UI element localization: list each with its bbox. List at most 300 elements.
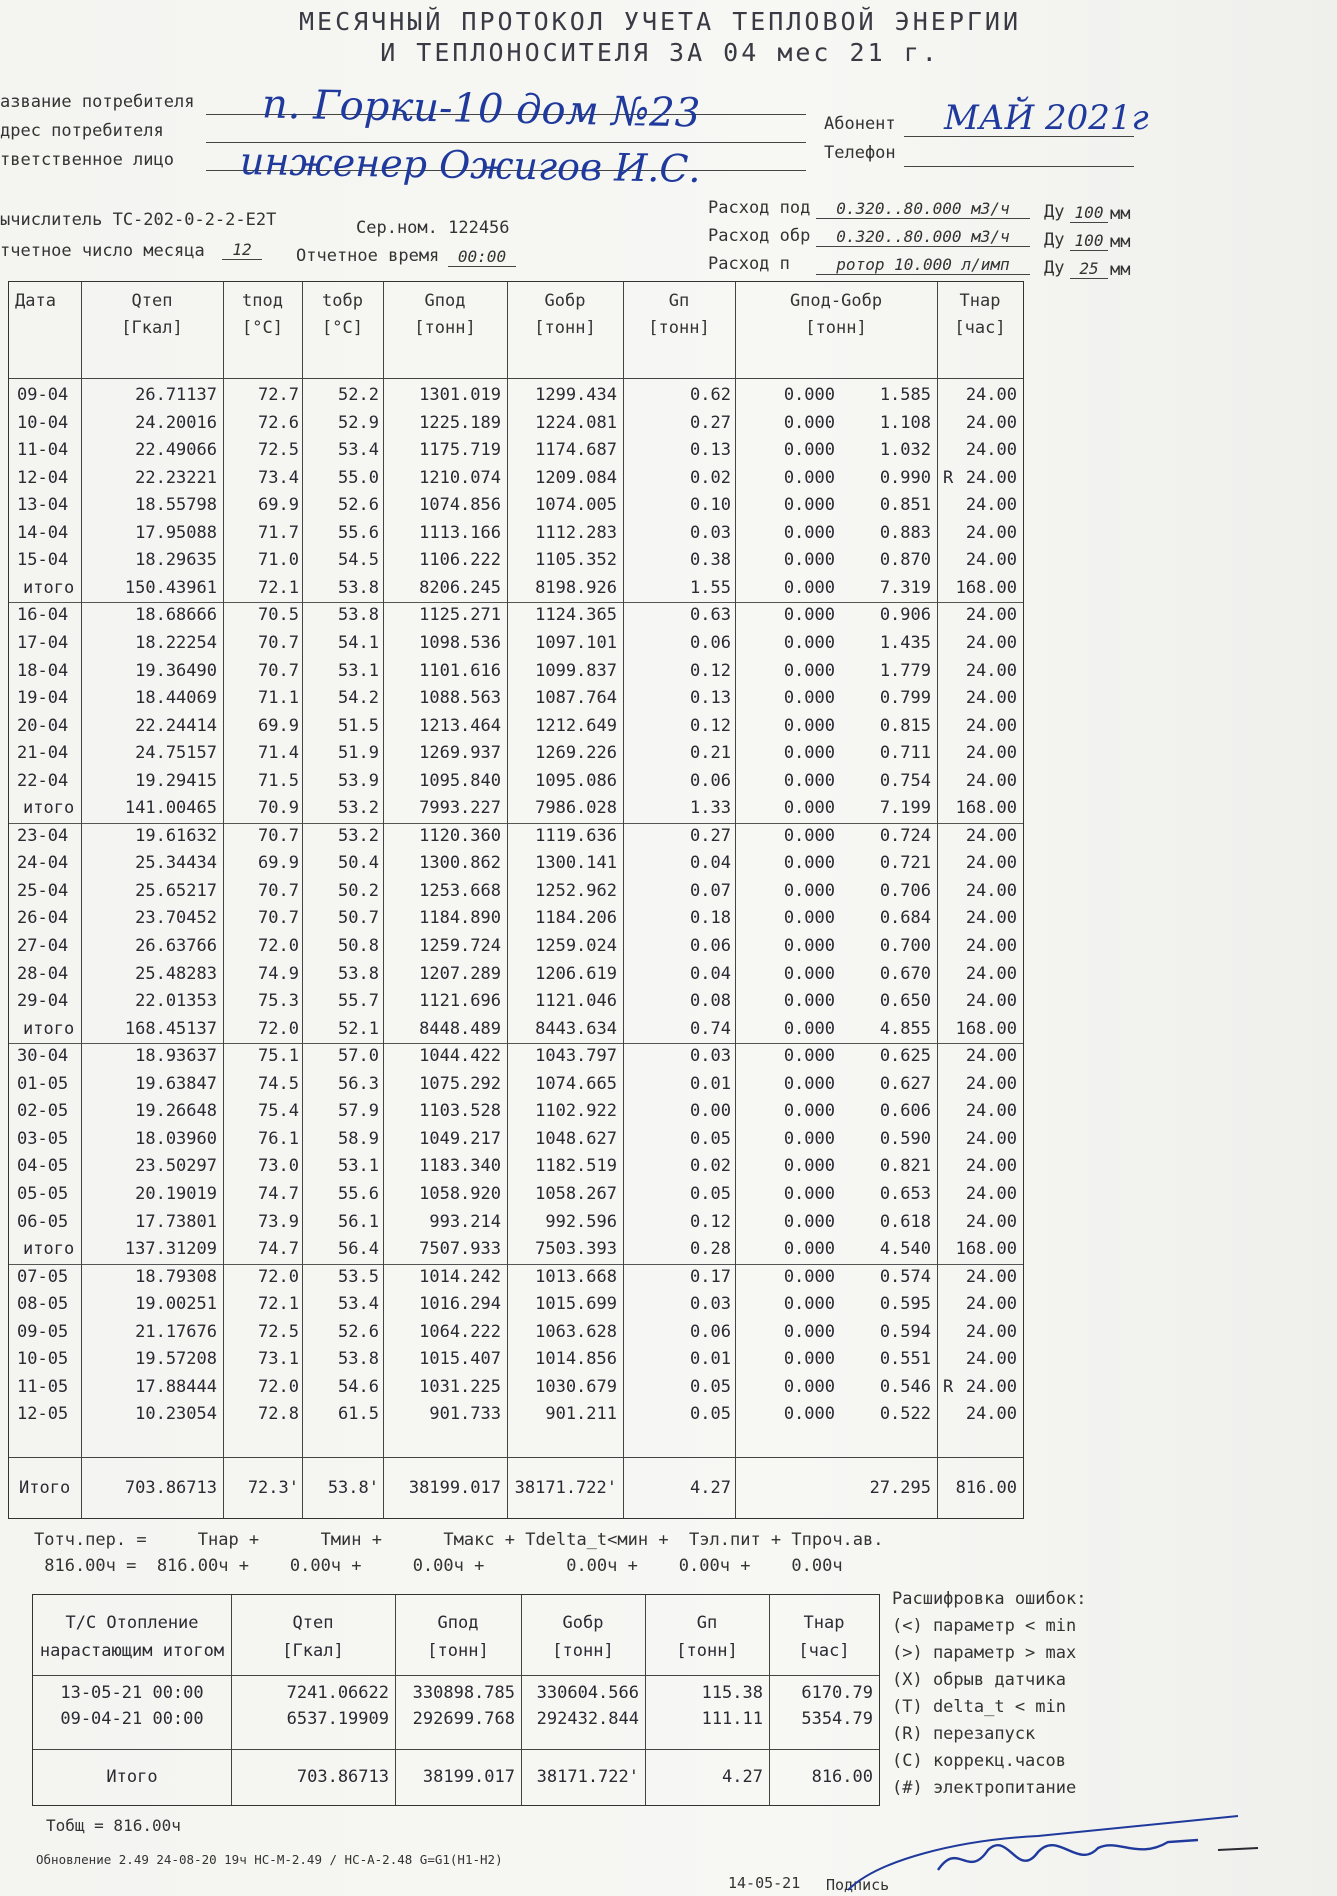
row-value: 22.49066 <box>135 440 217 461</box>
row-value: 0.21 <box>690 743 731 764</box>
row-value: 55.6 <box>338 522 379 543</box>
cum-column-header <box>395 1609 521 1665</box>
row-value: 1.33 <box>690 798 731 819</box>
row-value: 1299.434 <box>535 385 617 405</box>
row-value: 72.5 <box>258 440 299 461</box>
row-value: 53.1 <box>338 660 379 681</box>
table-row <box>9 658 1023 686</box>
row-value: 0.000 <box>783 440 835 461</box>
row-value: 1209.084 <box>535 467 617 488</box>
print-date: 14-05-21 <box>728 1874 801 1892</box>
row-value: 74.7 <box>258 1239 299 1260</box>
consumer-handwritten: п. Горки-10 дом №23 <box>261 81 701 137</box>
row-value: 8206.245 <box>419 577 501 598</box>
row-value: 150.43961 <box>124 577 217 598</box>
row-date: 09-05 <box>17 1321 69 1342</box>
row-value: 24.00 <box>965 1183 1017 1204</box>
row-value: 1183.340 <box>419 1156 501 1177</box>
row-value: 0.000 <box>783 1073 835 1094</box>
column-header-name: Тнар <box>959 291 1001 311</box>
column-header-unit: [тонн] <box>648 318 710 338</box>
row-value: 0.000 <box>783 688 835 709</box>
row-value: 53.5 <box>338 1266 379 1287</box>
row-value: 18.44069 <box>135 688 217 709</box>
row-value: 1101.616 <box>419 660 501 681</box>
row-value: 0.000 <box>783 743 835 764</box>
row-value: 0.000 <box>783 1349 835 1370</box>
row-value: 0.670 <box>879 963 931 984</box>
row-value: 1121.696 <box>419 991 501 1012</box>
row-value: 0.546 <box>879 1376 931 1397</box>
row-value: 25.48283 <box>135 963 217 984</box>
row-value: 0.595 <box>879 1294 931 1315</box>
row-value: 24.00 <box>965 412 1017 433</box>
row-value: 17.95088 <box>135 522 217 543</box>
row-value: 50.2 <box>338 880 379 901</box>
row-value: 1182.519 <box>535 1156 617 1177</box>
row-value: 69.9 <box>258 715 299 736</box>
row-value: 0.000 <box>783 632 835 653</box>
row-value: 70.7 <box>258 825 299 846</box>
row-date: 16-04 <box>17 605 69 626</box>
cum-total-value: 38171.722' <box>536 1767 639 1787</box>
row-value: 72.1 <box>258 1294 299 1315</box>
column-header <box>81 288 223 342</box>
cum-row-value: 5354.79 <box>801 1709 873 1729</box>
row-value: 72.5 <box>258 1321 299 1342</box>
row-date: 27-04 <box>17 936 69 956</box>
table-row <box>9 1319 1023 1347</box>
total-value: 27.295 <box>869 1478 931 1498</box>
row-value: 1014.242 <box>419 1266 501 1287</box>
cum-header-name: Qтеп <box>292 1613 334 1633</box>
column-header-unit: [°C] <box>322 318 363 338</box>
row-value: 1074.856 <box>419 495 501 516</box>
row-value: 1210.074 <box>419 467 501 488</box>
row-value: 992.596 <box>545 1211 617 1232</box>
row-value: 168.00 <box>955 798 1017 819</box>
row-value: 0.000 <box>783 1156 835 1177</box>
column-header <box>302 288 383 342</box>
row-value: 0.38 <box>690 550 731 571</box>
row-value: 24.00 <box>965 963 1017 984</box>
row-date: 10-04 <box>17 412 69 433</box>
cum-header-name: Gобр <box>562 1613 604 1633</box>
column-header-name: Gп <box>668 291 690 311</box>
du-label: Ду <box>1044 230 1065 250</box>
cum-row-value: 330604.566 <box>536 1683 639 1703</box>
row-value: 0.000 <box>783 495 835 516</box>
table-row <box>9 1181 1023 1209</box>
row-value: 7986.028 <box>535 798 617 819</box>
row-value: 0.590 <box>879 1128 931 1149</box>
row-value: 0.07 <box>690 880 731 901</box>
row-value: 24.00 <box>965 385 1017 405</box>
cumulative-table <box>32 1594 880 1806</box>
table-row <box>9 1126 1023 1154</box>
row-value: 1269.226 <box>535 743 617 764</box>
row-value: 24.20016 <box>135 412 217 433</box>
row-value: 1112.283 <box>535 522 617 543</box>
row-value: 50.8 <box>338 936 379 956</box>
row-date: 13-04 <box>17 495 69 516</box>
row-value: 0.815 <box>879 715 931 736</box>
subtotal-row <box>9 1236 1023 1265</box>
row-value: 23.70452 <box>135 908 217 929</box>
row-value: 0.799 <box>879 688 931 709</box>
cum-header-unit: [Гкал] <box>282 1641 344 1661</box>
row-value: 1120.360 <box>419 825 501 846</box>
row-value: 1269.937 <box>419 743 501 764</box>
row-value: 0.000 <box>783 1239 835 1260</box>
row-value: 51.9 <box>338 743 379 764</box>
legend-item: (R) перезапуск <box>892 1724 1036 1744</box>
row-value: 1015.699 <box>535 1294 617 1315</box>
row-date: 14-04 <box>17 522 69 543</box>
row-value: 1099.837 <box>535 660 617 681</box>
row-value: 24.00 <box>965 1128 1017 1149</box>
column-header-unit: [Гкал] <box>121 318 183 338</box>
row-value: 1225.189 <box>419 412 501 433</box>
column-header <box>507 288 623 342</box>
row-value: 0.000 <box>783 853 835 874</box>
column-header <box>623 288 735 342</box>
row-value: 0.000 <box>783 880 835 901</box>
row-value: 0.000 <box>783 467 835 488</box>
signature-mark <box>838 1800 1278 1896</box>
row-value: 0.574 <box>879 1266 931 1287</box>
row-value: 70.7 <box>258 632 299 653</box>
row-value: 17.73801 <box>135 1211 217 1232</box>
row-value: 0.000 <box>783 1046 835 1067</box>
cum-header-name: Тнар <box>803 1613 845 1633</box>
row-value: 1.55 <box>690 577 731 598</box>
row-date: итого <box>23 798 75 819</box>
row-value: 18.79308 <box>135 1266 217 1287</box>
row-value: 1058.920 <box>419 1183 501 1204</box>
row-value: 0.711 <box>879 743 931 764</box>
flow-label: Расход под <box>708 198 811 218</box>
row-value: 24.00 <box>965 550 1017 571</box>
row-value: 1300.862 <box>419 853 501 874</box>
table-row <box>9 1291 1023 1319</box>
row-error-flag: R <box>943 1376 954 1397</box>
row-value: 54.6 <box>338 1376 379 1397</box>
flow-value: 0.320..80.000 м3/ч <box>816 199 1030 219</box>
row-value: 26.63766 <box>135 936 217 956</box>
row-date: 07-05 <box>17 1266 69 1287</box>
row-value: 61.5 <box>338 1404 379 1425</box>
row-value: 1044.422 <box>419 1046 501 1067</box>
subtotal-row <box>9 795 1023 824</box>
du-unit: мм <box>1110 232 1131 252</box>
column-header-name: tобр <box>322 291 363 311</box>
row-value: 0.01 <box>690 1073 731 1094</box>
row-value: 73.9 <box>258 1211 299 1232</box>
row-date: 22-04 <box>17 770 69 791</box>
row-value: 1075.292 <box>419 1073 501 1094</box>
row-value: 1097.101 <box>535 632 617 653</box>
row-value: 4.855 <box>879 1018 931 1039</box>
row-value: 1253.668 <box>419 880 501 901</box>
du-label: Ду <box>1044 258 1065 278</box>
column-header-name: Qтеп <box>131 291 173 311</box>
row-value: 1175.719 <box>419 440 501 461</box>
cum-row-label: 13-05-21 00:00 <box>60 1683 204 1703</box>
row-value: 0.606 <box>879 1101 931 1122</box>
row-value: 24.00 <box>965 1266 1017 1287</box>
row-value: 1063.628 <box>535 1321 617 1342</box>
row-value: 22.24414 <box>135 715 217 736</box>
row-value: 24.00 <box>965 440 1017 461</box>
row-value: 53.4 <box>338 440 379 461</box>
column-header-unit: [тонн] <box>534 318 596 338</box>
row-value: 53.8 <box>338 605 379 626</box>
table-row <box>9 1043 1023 1071</box>
row-value: 0.000 <box>783 963 835 984</box>
table-row <box>9 1098 1023 1126</box>
column-header-unit: [час] <box>954 318 1006 338</box>
du-value: 25 <box>1070 259 1108 279</box>
row-date: 17-04 <box>17 632 69 653</box>
row-value: 0.724 <box>879 825 931 846</box>
consumer-label: азвание потребителя <box>0 92 195 112</box>
row-value: 0.000 <box>783 991 835 1012</box>
row-value: 1259.024 <box>535 936 617 956</box>
cum-row-value: 6537.19909 <box>286 1709 389 1729</box>
table-row <box>9 933 1023 961</box>
row-value: 1212.649 <box>535 715 617 736</box>
row-date: 28-04 <box>17 963 69 984</box>
row-value: 7993.227 <box>419 798 501 819</box>
row-date: 03-05 <box>17 1128 69 1149</box>
row-date: 06-05 <box>17 1211 69 1232</box>
row-value: 10.23054 <box>135 1404 217 1425</box>
row-date: 12-04 <box>17 467 69 488</box>
subscriber-label: Абонент <box>824 114 896 134</box>
row-value: 71.1 <box>258 688 299 709</box>
row-value: 1.585 <box>879 385 931 405</box>
report-time-value: 00:00 <box>448 247 516 267</box>
row-value: 8198.926 <box>535 577 617 598</box>
address-label: дрес потребителя <box>0 121 164 141</box>
row-value: 0.74 <box>690 1018 731 1039</box>
row-value: 1300.141 <box>535 853 617 874</box>
row-value: 19.63847 <box>135 1073 217 1094</box>
row-value: 25.65217 <box>135 880 217 901</box>
row-value: 72.8 <box>258 1404 299 1425</box>
row-value: 71.0 <box>258 550 299 571</box>
row-value: 168.45137 <box>124 1018 217 1039</box>
du-unit: мм <box>1110 260 1131 280</box>
row-value: 19.26648 <box>135 1101 217 1122</box>
row-value: 1124.365 <box>535 605 617 626</box>
row-value: 75.1 <box>258 1046 299 1067</box>
cum-row-label: 09-04-21 00:00 <box>60 1709 204 1729</box>
row-value: 52.9 <box>338 412 379 433</box>
row-value: 0.594 <box>879 1321 931 1342</box>
row-value: 0.754 <box>879 770 931 791</box>
row-value: 0.12 <box>690 715 731 736</box>
row-value: 50.4 <box>338 853 379 874</box>
row-value: 0.00 <box>690 1101 731 1122</box>
row-date: итого <box>23 577 75 598</box>
row-value: 1207.289 <box>419 963 501 984</box>
table-row <box>9 492 1023 520</box>
row-value: 0.02 <box>690 1156 731 1177</box>
row-date: 20-04 <box>17 715 69 736</box>
row-value: 0.000 <box>783 1376 835 1397</box>
row-value: 19.00251 <box>135 1294 217 1315</box>
row-value: 1.108 <box>879 412 931 433</box>
row-value: 1206.619 <box>535 963 617 984</box>
row-value: 18.03960 <box>135 1128 217 1149</box>
cum-column-header <box>769 1609 879 1665</box>
responsible-handwritten: инженер Ожигов И.С. <box>239 138 701 192</box>
row-date: итого <box>23 1018 75 1039</box>
row-value: 0.000 <box>783 1321 835 1342</box>
cum-header-name: Gпод <box>437 1613 479 1633</box>
row-value: 1087.764 <box>535 688 617 709</box>
row-value: 24.00 <box>965 1376 1017 1397</box>
row-value: 55.6 <box>338 1183 379 1204</box>
cum-column-header <box>521 1609 645 1665</box>
row-value: 52.6 <box>338 495 379 516</box>
header-divider <box>9 378 1023 379</box>
row-value: 0.684 <box>879 908 931 929</box>
responsible-label: тветственное лицо <box>0 150 174 170</box>
row-value: 21.17676 <box>135 1321 217 1342</box>
row-value: 0.03 <box>690 522 731 543</box>
row-value: 0.000 <box>783 1018 835 1039</box>
row-value: 24.00 <box>965 853 1017 874</box>
row-value: 1.435 <box>879 632 931 653</box>
row-value: 1119.636 <box>535 825 617 846</box>
row-value: 1103.528 <box>419 1101 501 1122</box>
row-value: 0.551 <box>879 1349 931 1370</box>
row-value: 0.990 <box>879 467 931 488</box>
row-value: 24.00 <box>965 1211 1017 1232</box>
document-title <box>210 6 1110 68</box>
row-value: 52.6 <box>338 1321 379 1342</box>
row-value: 137.31209 <box>124 1239 217 1260</box>
row-value: 24.00 <box>965 660 1017 681</box>
cum-header-unit: нарастающим итогом <box>39 1641 225 1661</box>
row-value: 72.0 <box>258 1266 299 1287</box>
row-value: 1016.294 <box>419 1294 501 1315</box>
row-value: 24.00 <box>965 908 1017 929</box>
row-value: 55.0 <box>338 467 379 488</box>
row-value: 1074.665 <box>535 1073 617 1094</box>
table-row <box>9 382 1023 410</box>
phone-underline <box>904 166 1134 167</box>
row-value: 25.34434 <box>135 853 217 874</box>
row-value: 69.9 <box>258 495 299 516</box>
column-header-unit: [°C] <box>242 318 283 338</box>
row-value: 0.27 <box>690 412 731 433</box>
table-row <box>9 988 1023 1016</box>
row-value: 54.2 <box>338 688 379 709</box>
column-header-name: Дата <box>15 291 56 311</box>
row-value: 24.00 <box>965 715 1017 736</box>
row-value: 22.01353 <box>135 991 217 1012</box>
row-value: 1095.840 <box>419 770 501 791</box>
cum-row-value: 7241.06622 <box>286 1683 389 1703</box>
row-value: 70.7 <box>258 908 299 929</box>
row-value: 1.779 <box>879 660 931 681</box>
table-row <box>9 768 1023 796</box>
row-value: 24.00 <box>965 991 1017 1012</box>
row-value: 70.5 <box>258 605 299 626</box>
row-value: 18.93637 <box>135 1046 217 1067</box>
row-value: 53.1 <box>338 1156 379 1177</box>
row-value: 0.000 <box>783 412 835 433</box>
row-date: 19-04 <box>17 688 69 709</box>
row-value: 0.000 <box>783 936 835 956</box>
row-value: 7.319 <box>879 577 931 598</box>
row-date: 09-04 <box>17 385 69 405</box>
cum-column-header <box>645 1609 769 1665</box>
row-value: 23.50297 <box>135 1156 217 1177</box>
table-row <box>9 630 1023 658</box>
total-time: Tобщ = 816.00ч <box>46 1816 181 1835</box>
row-value: 8443.634 <box>535 1018 617 1039</box>
row-value: 72.7 <box>258 385 299 405</box>
row-value: 1105.352 <box>535 550 617 571</box>
row-value: 26.71137 <box>135 385 217 405</box>
row-value: 52.2 <box>338 385 379 405</box>
du-unit: мм <box>1110 204 1131 224</box>
row-value: 0.000 <box>783 1128 835 1149</box>
column-header-name: Gпод-Gобр <box>789 291 883 311</box>
row-value: 1301.019 <box>419 385 501 405</box>
row-value: 168.00 <box>955 1239 1017 1260</box>
row-value: 0.12 <box>690 660 731 681</box>
row-value: 8448.489 <box>419 1018 501 1039</box>
row-value: 24.00 <box>965 632 1017 653</box>
row-value: 72.0 <box>258 936 299 956</box>
row-value: 0.000 <box>783 522 835 543</box>
row-value: 24.00 <box>965 1321 1017 1342</box>
row-value: 22.23221 <box>135 467 217 488</box>
row-value: 54.5 <box>338 550 379 571</box>
row-value: 168.00 <box>955 1018 1017 1039</box>
row-value: 54.1 <box>338 632 379 653</box>
row-value: 1015.407 <box>419 1349 501 1370</box>
row-value: 69.9 <box>258 853 299 874</box>
row-value: 0.000 <box>783 1266 835 1287</box>
time-formula-line-2: 816.00ч = 816.00ч + 0.00ч + 0.00ч + 0.00ч + 0.00ч + 0.00ч <box>34 1556 843 1576</box>
row-value: 0.02 <box>690 467 731 488</box>
total-value: 703.86713 <box>124 1478 217 1498</box>
row-value: 0.000 <box>783 1101 835 1122</box>
legend-item: (>) параметр > max <box>892 1643 1077 1663</box>
row-value: 0.700 <box>879 936 931 956</box>
firmware-version: Обновление 2.49 24-08-20 19ч НС-М-2.49 / НС-А-2.48 G=G1(H1-H2) <box>36 1852 503 1867</box>
column-divider <box>81 282 82 1518</box>
row-value: 1174.687 <box>535 440 617 461</box>
row-value: 1064.222 <box>419 1321 501 1342</box>
row-value: 0.650 <box>879 991 931 1012</box>
total-value: 4.27 <box>690 1478 731 1498</box>
column-header-name: Gпод <box>424 291 466 311</box>
row-value: 0.05 <box>690 1183 731 1204</box>
cum-header-unit: [тонн] <box>676 1641 738 1661</box>
row-value: 0.618 <box>879 1211 931 1232</box>
row-value: 1030.679 <box>535 1376 617 1397</box>
title-line-2: И ТЕПЛОНОСИТЕЛЯ ЗА 04 мес 21 г. <box>380 38 940 67</box>
cum-total-divider <box>33 1749 879 1750</box>
